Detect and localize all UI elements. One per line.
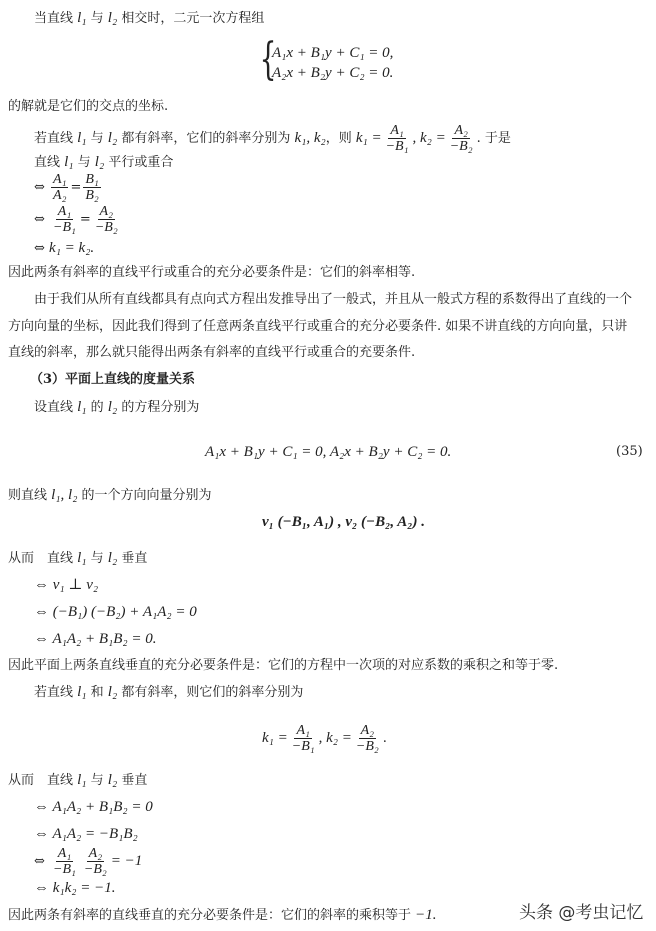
fraction [51,172,68,203]
system-eq-2: A₂x + B₂y + C₂ = 0. [272,65,394,81]
math: l₂ [107,684,118,700]
parallel-step-1 [34,172,103,204]
text: 平行或重合 [104,155,174,170]
denominator: −B₁ [291,739,315,754]
numerator: A₁ [390,123,404,138]
direction-vectors: ν₁ (−B₁, A₁) , ν₂ (−B₂, A₂) . [262,514,426,530]
equation-35: A₁x + B₁y + C₁ = 0, A₂x + B₂y + C₂ = 0. [205,444,452,460]
text: 因此两条有斜率的直线垂直的充分必要条件是：它们的斜率的乘积等于 [8,908,416,923]
fraction [354,723,381,754]
slope-paragraph [34,122,511,155]
text: 从而 直线 [8,773,78,788]
math: k₁ = k₂. [49,240,95,256]
equals: = [79,212,91,227]
text: 垂直 [117,773,148,788]
text: 与 [86,773,108,788]
numerator: A₁ [57,204,72,219]
text: 的一个方向向量分别为 [77,488,212,503]
text: 的方程分别为 [117,400,200,415]
text: 与 [86,551,108,566]
numerator: A₁ [296,723,310,738]
lines-def [34,399,199,416]
solution-text: 的解就是它们的交点的坐标. [8,99,169,114]
numerator: A₂ [360,723,375,738]
text: 与 [86,11,108,26]
paragraph-line: 方向向量的坐标，因此我们得到了任意两条直线平行或重合的充分必要条件. 如果不讲直线的方向向量，只讲 [8,319,628,334]
math: l₁, l₂ [51,487,78,503]
numerator: A₁ [57,846,72,861]
text: ，则 [325,131,356,146]
text: 都有斜率，它们的斜率分别为 [117,131,295,146]
fraction [384,123,411,154]
math: l₁ [77,772,87,788]
denominator: −B₁ [53,862,76,877]
text: 相交时，二元一次方程组 [117,11,265,26]
text: 与 [86,131,108,146]
text: 的 [86,400,108,415]
perp2-step-1: ⇔ A₁A₂ + B₁B₂ = 0 [34,799,153,815]
fraction [448,123,475,154]
perp-line [8,550,147,567]
numerator: A₂ [88,846,103,861]
math: , k₂ = [412,130,446,146]
math: k₁ = [355,130,382,146]
denominator: B₂ [85,188,99,203]
equation-number: (35) [616,444,643,459]
math: k₁ = [262,730,288,746]
paragraph-line: 直线的斜率，那么就只能得出两条有斜率的直线平行或重合的充要条件. [8,345,416,360]
denominator: −B₂ [449,139,473,154]
section-heading: （3）平面上直线的度量关系 [30,372,196,387]
math: k₁, k₂ [294,130,326,146]
text: 从而 直线 [8,551,78,566]
parallel-step-2 [34,204,122,236]
intersect-intro [34,10,264,27]
numerator: B₁ [85,172,99,187]
text: 和 [86,685,108,700]
fraction [82,846,109,877]
text: 垂直 [117,551,148,566]
math: l₁ [77,684,87,700]
final-conclusion [8,907,437,924]
slope-definitions [262,722,387,755]
text: 则直线 [8,488,52,503]
perp2-step-2: ⇔ A₁A₂ = −B₁B₂ [34,826,138,842]
left-brace: { [259,34,277,85]
slopes-intro [34,684,303,701]
parallel-line [34,154,173,171]
iff-symbol: ⇔ [34,212,45,227]
perp-step-3: ⇔ A₁A₂ + B₁B₂ = 0. [34,631,157,647]
numerator: A₂ [99,204,113,219]
math: l₂ [94,154,105,170]
perp2-step-4: ⇔ k₁k₂ = −1. [34,880,116,896]
watermark: 头条 @考虫记忆 [519,903,644,923]
numerator: A₁ [53,172,67,187]
perp-step-2: ⇔ (−B₁) (−B₂) + A₁A₂ = 0 [34,604,197,620]
denominator: −B₂ [83,862,107,877]
math: l₂ [107,130,118,146]
parallel-conclusion: 因此两条有斜率的直线平行或重合的充分必要条件是：它们的斜率相等. [8,265,416,280]
fraction [51,846,78,877]
numerator: A₂ [454,123,468,138]
text: 设直线 [34,400,78,415]
text: 与 [73,155,95,170]
math: l₁ [77,10,87,26]
denominator: −B₂ [94,220,118,235]
system-eq-1: A₁x + B₁y + C₁ = 0, [272,45,394,61]
math: l₁ [77,550,87,566]
iff-symbol: ⇔ [34,854,45,869]
direction-vectors-intro [8,487,212,504]
math: −1. [415,907,437,923]
perp-conclusion: 因此平面上两条直线垂直的充分必要条件是：它们的方程中一次项的对应系数的乘积之和等于零. [8,658,559,673]
denominator: A₂ [53,188,67,203]
text: . [382,731,387,746]
text: 当直线 [34,11,78,26]
iff-symbol: ⇔ [34,241,45,256]
math: l₂ [107,399,118,415]
perp2-step-3 [34,845,142,878]
text: 都有斜率，则它们的斜率分别为 [117,685,304,700]
denominator: −B₁ [385,139,409,154]
perp-line-2 [8,772,147,789]
denominator: −B₁ [53,220,76,235]
perp-step-1: ⇔ ν₁ ⊥ ν₂ [34,577,99,593]
math: l₂ [107,550,118,566]
equals: = [70,180,82,195]
math: = −1 [110,853,143,869]
text: . 于是 [476,131,511,146]
fraction [83,172,100,203]
paragraph-line: 由于我们从所有直线都具有点向式方程出发推导出了一般式，并且从一般式方程的系数得出了直线的一个 [34,292,633,307]
text: 直线 [34,155,65,170]
math: l₁ [64,154,74,170]
iff-symbol: ⇔ [34,180,45,195]
fraction [93,204,120,235]
text: 若直线 [34,131,78,146]
math: l₂ [107,772,118,788]
denominator: −B₂ [355,739,379,754]
math: l₁ [77,130,87,146]
math: l₁ [77,399,87,415]
math: l₂ [107,10,118,26]
fraction [51,204,78,235]
math: , k₂ = [318,730,352,746]
fraction [290,723,317,754]
text: 若直线 [34,685,78,700]
parallel-step-3 [34,240,94,257]
